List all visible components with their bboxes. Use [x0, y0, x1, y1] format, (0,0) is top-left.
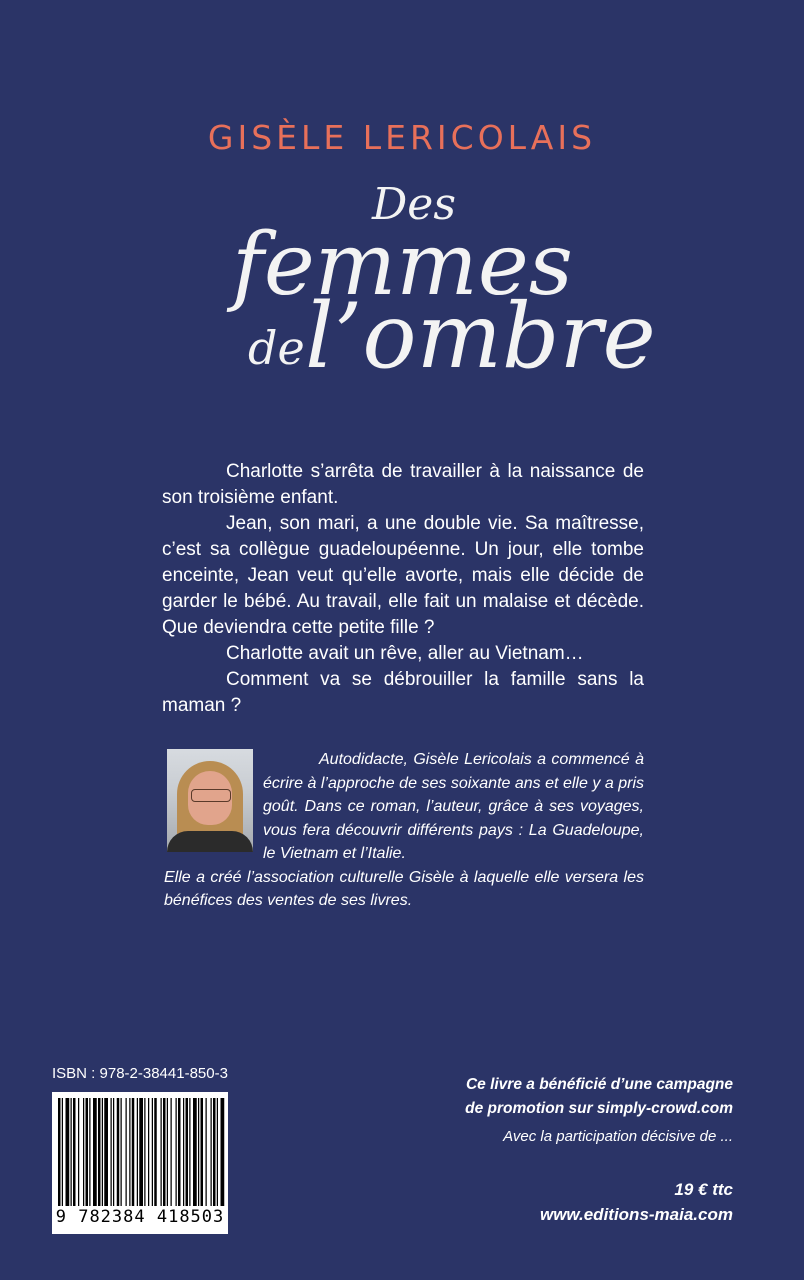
barcode-bar	[198, 1098, 199, 1206]
barcode-bar	[217, 1098, 218, 1206]
barcode-bar	[126, 1098, 127, 1206]
publisher-website: www.editions-maia.com	[539, 1205, 733, 1224]
barcode-bar	[132, 1098, 135, 1206]
author-photo-glasses	[191, 789, 231, 802]
promotion-line-2: de promotion sur simply-crowd.com	[465, 1100, 733, 1117]
barcode-bar	[71, 1098, 72, 1206]
summary-paragraph: Charlotte avait un rêve, aller au Vietnam…	[226, 643, 584, 664]
barcode-bar	[137, 1098, 138, 1206]
barcode-bar	[117, 1098, 120, 1206]
book-summary	[162, 459, 644, 719]
barcode-bar	[121, 1098, 122, 1206]
author-photo-shirt	[167, 831, 253, 852]
barcode-bar	[206, 1098, 207, 1206]
summary-paragraph: Charlotte s’arrêta de travailler à la naissance de son troisième enfant.	[162, 461, 644, 508]
barcode-bar	[186, 1098, 189, 1206]
barcode-bar	[221, 1098, 225, 1206]
barcode-bar	[161, 1098, 162, 1206]
barcode-bar	[171, 1098, 172, 1206]
summary-paragraph: Comment va se débrouiller la famille sans la maman ?	[162, 669, 644, 716]
book-title-line-1: Des	[372, 179, 456, 230]
barcode-bar	[113, 1098, 114, 1206]
bio-paragraph: Autodidacte, Gisèle Lericolais a commencé à écrire à l’approche de ses soixante ans et elle y a pris goût. Dans ce roman, l’auteur, grâce à ses voyages, vous fera découvrir différents pays : La Guadeloupe, le Vietnam et l’Italie.	[263, 751, 644, 862]
barcode-bar	[66, 1098, 70, 1206]
isbn-label: ISBN : 978-2-38441-850-3	[52, 1065, 228, 1082]
barcode-bar	[213, 1098, 216, 1206]
barcode-bar	[211, 1098, 212, 1206]
barcode-bar	[183, 1098, 184, 1206]
book-title-line-2: femmes	[232, 215, 573, 315]
promotion-note	[465, 1073, 733, 1121]
author-name: GISÈLE LERICOLAIS	[207, 118, 597, 157]
bio-paragraph: Elle a créé l’association culturelle Gisèle à laquelle elle versera les bénéfices des ventes de ses livres.	[164, 868, 644, 909]
barcode-bar	[89, 1098, 90, 1206]
barcode-bar	[111, 1098, 112, 1206]
barcode-bar	[167, 1098, 168, 1206]
barcode-bar	[152, 1098, 153, 1206]
barcode-bar	[189, 1098, 190, 1206]
barcode-bar	[93, 1098, 97, 1206]
barcode-bar	[148, 1098, 149, 1206]
barcode-bar	[62, 1098, 63, 1206]
barcode-bar	[86, 1098, 89, 1206]
book-title-line-3b: l’ombre	[305, 284, 656, 389]
barcode-bar	[154, 1098, 157, 1206]
barcode-bar	[144, 1098, 145, 1206]
promotion-line-1: Ce livre a bénéficié d’une campagne	[465, 1076, 733, 1093]
price-label: 19 € ttc	[674, 1180, 733, 1199]
barcode-bar	[73, 1098, 76, 1206]
barcode-bar	[78, 1098, 79, 1206]
barcode-bars	[52, 1092, 228, 1210]
participation-note: Avec la participation décisive de ...	[503, 1128, 733, 1145]
barcode-bar	[102, 1098, 103, 1206]
barcode-bar	[178, 1098, 181, 1206]
barcode-bar	[98, 1098, 101, 1206]
barcode-bar	[176, 1098, 177, 1206]
barcode-bar	[201, 1098, 204, 1206]
barcode-bar	[193, 1098, 197, 1206]
barcode-bar	[58, 1098, 61, 1206]
barcode-bar	[139, 1098, 143, 1206]
barcode-bar	[104, 1098, 108, 1206]
isbn-barcode	[52, 1092, 228, 1234]
barcode-bar	[83, 1098, 84, 1206]
book-title-line-3a: de	[248, 321, 305, 375]
barcode-digits: 9 782384 418503	[55, 1207, 225, 1227]
barcode-bar	[163, 1098, 166, 1206]
author-photo	[167, 749, 253, 852]
barcode-bar	[129, 1098, 130, 1206]
summary-paragraph: Jean, son mari, a une double vie. Sa maîtresse, c’est sa collègue guadeloupéenne. Un jour, elle tombe enceinte, Jean veut qu’elle avorte, mais elle décide de garder le bébé. Au travail, elle fait un malaise et décède. Que deviendra cette petite fille ?	[162, 513, 644, 638]
